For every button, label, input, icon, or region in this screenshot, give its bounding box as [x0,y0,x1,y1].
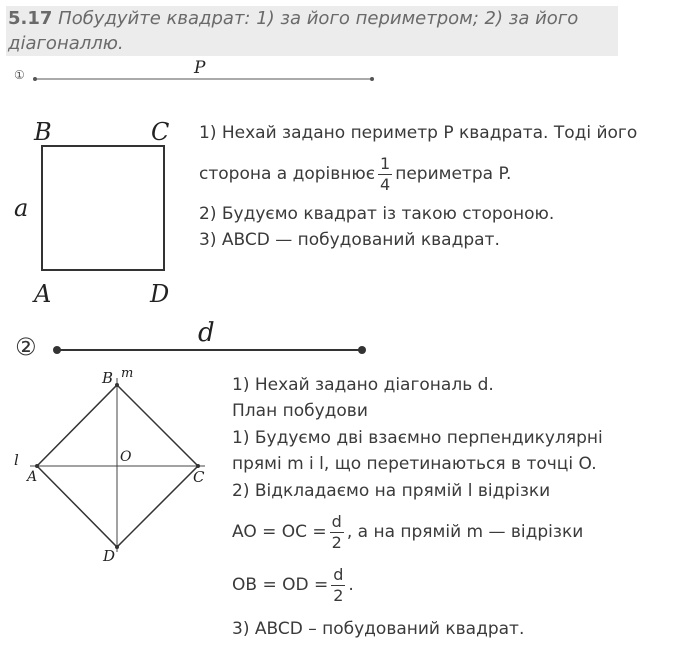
diagonal-endpoint-right [358,346,366,354]
label-c: C [151,118,170,146]
label-o: O [120,449,132,465]
part1-line-2 [199,152,511,196]
part2-line-6-before: AO = OC = [232,522,327,542]
perimeter-endpoint-right [370,77,374,81]
diagonal-endpoint-left [53,346,61,354]
label-l: l [14,451,19,469]
fraction-denominator: 4 [380,174,391,194]
fraction-d-half-1 [330,512,344,553]
label-d2: D [103,547,116,565]
fraction-one-quarter [378,154,392,195]
part2-line-1: 1) Нехай задано діагональ d. [232,375,494,395]
part2-line-7-before: OB = OD = [232,575,329,595]
marker-1: ① [14,68,25,82]
task-line-2: діагоналлю. [8,33,124,54]
label-p: P [194,58,206,78]
task-line-1: Побудуйте квадрат: 1) за його периметром; 2) за його [58,8,579,29]
part1-line-1: 1) Нехай задано периметр P квадрата. Тоді його [199,123,638,143]
part2-line-2: План побудови [232,401,368,421]
part1-line-2-before: сторона a дорівнює [199,164,376,184]
label-d-segment: d [198,318,215,348]
part2-line-8: 3) ABCD – побудований квадрат. [232,619,525,639]
point-d [115,545,119,549]
fraction-d-numerator-1: d [331,511,342,531]
label-b2: B [102,369,114,387]
part1-line-3: 2) Будуємо квадрат із такою стороною. [199,204,555,224]
part2-line-5: 2) Відкладаємо на прямій l відрізки [232,481,551,501]
part2-line-7-after: . [348,575,354,595]
part2-line-6-after: , а на прямій m — відрізки [346,522,584,542]
label-b: B [34,118,52,146]
label-d: D [150,280,170,308]
perimeter-endpoint-left [33,77,37,81]
fraction-numerator: 1 [380,153,391,173]
label-a: A [34,280,52,308]
fraction-d-denominator-1: 2 [331,532,342,552]
part1-line-4: 3) ABCD — побудований квадрат. [199,230,500,250]
square-abcd [42,146,164,270]
label-side-a: a [14,194,29,222]
part2-line-6 [232,510,583,554]
task-number: 5.17 [8,8,53,29]
label-c2: C [193,468,205,486]
label-a2: A [27,469,38,485]
part2-line-4: прямі m і l, що перетинаються в точці O. [232,454,597,474]
marker-2: ② [15,333,37,361]
fraction-d-denominator-2: 2 [333,585,344,605]
point-a [35,464,39,468]
fraction-d-half-2 [331,565,345,606]
label-m: m [121,366,134,381]
point-b [115,383,119,387]
fraction-d-numerator-2: d [333,564,344,584]
part1-line-2-after: периметра P. [395,164,512,184]
part2-line-3: 1) Будуємо дві взаємно перпендикулярні [232,428,603,448]
part2-line-7 [232,563,354,607]
